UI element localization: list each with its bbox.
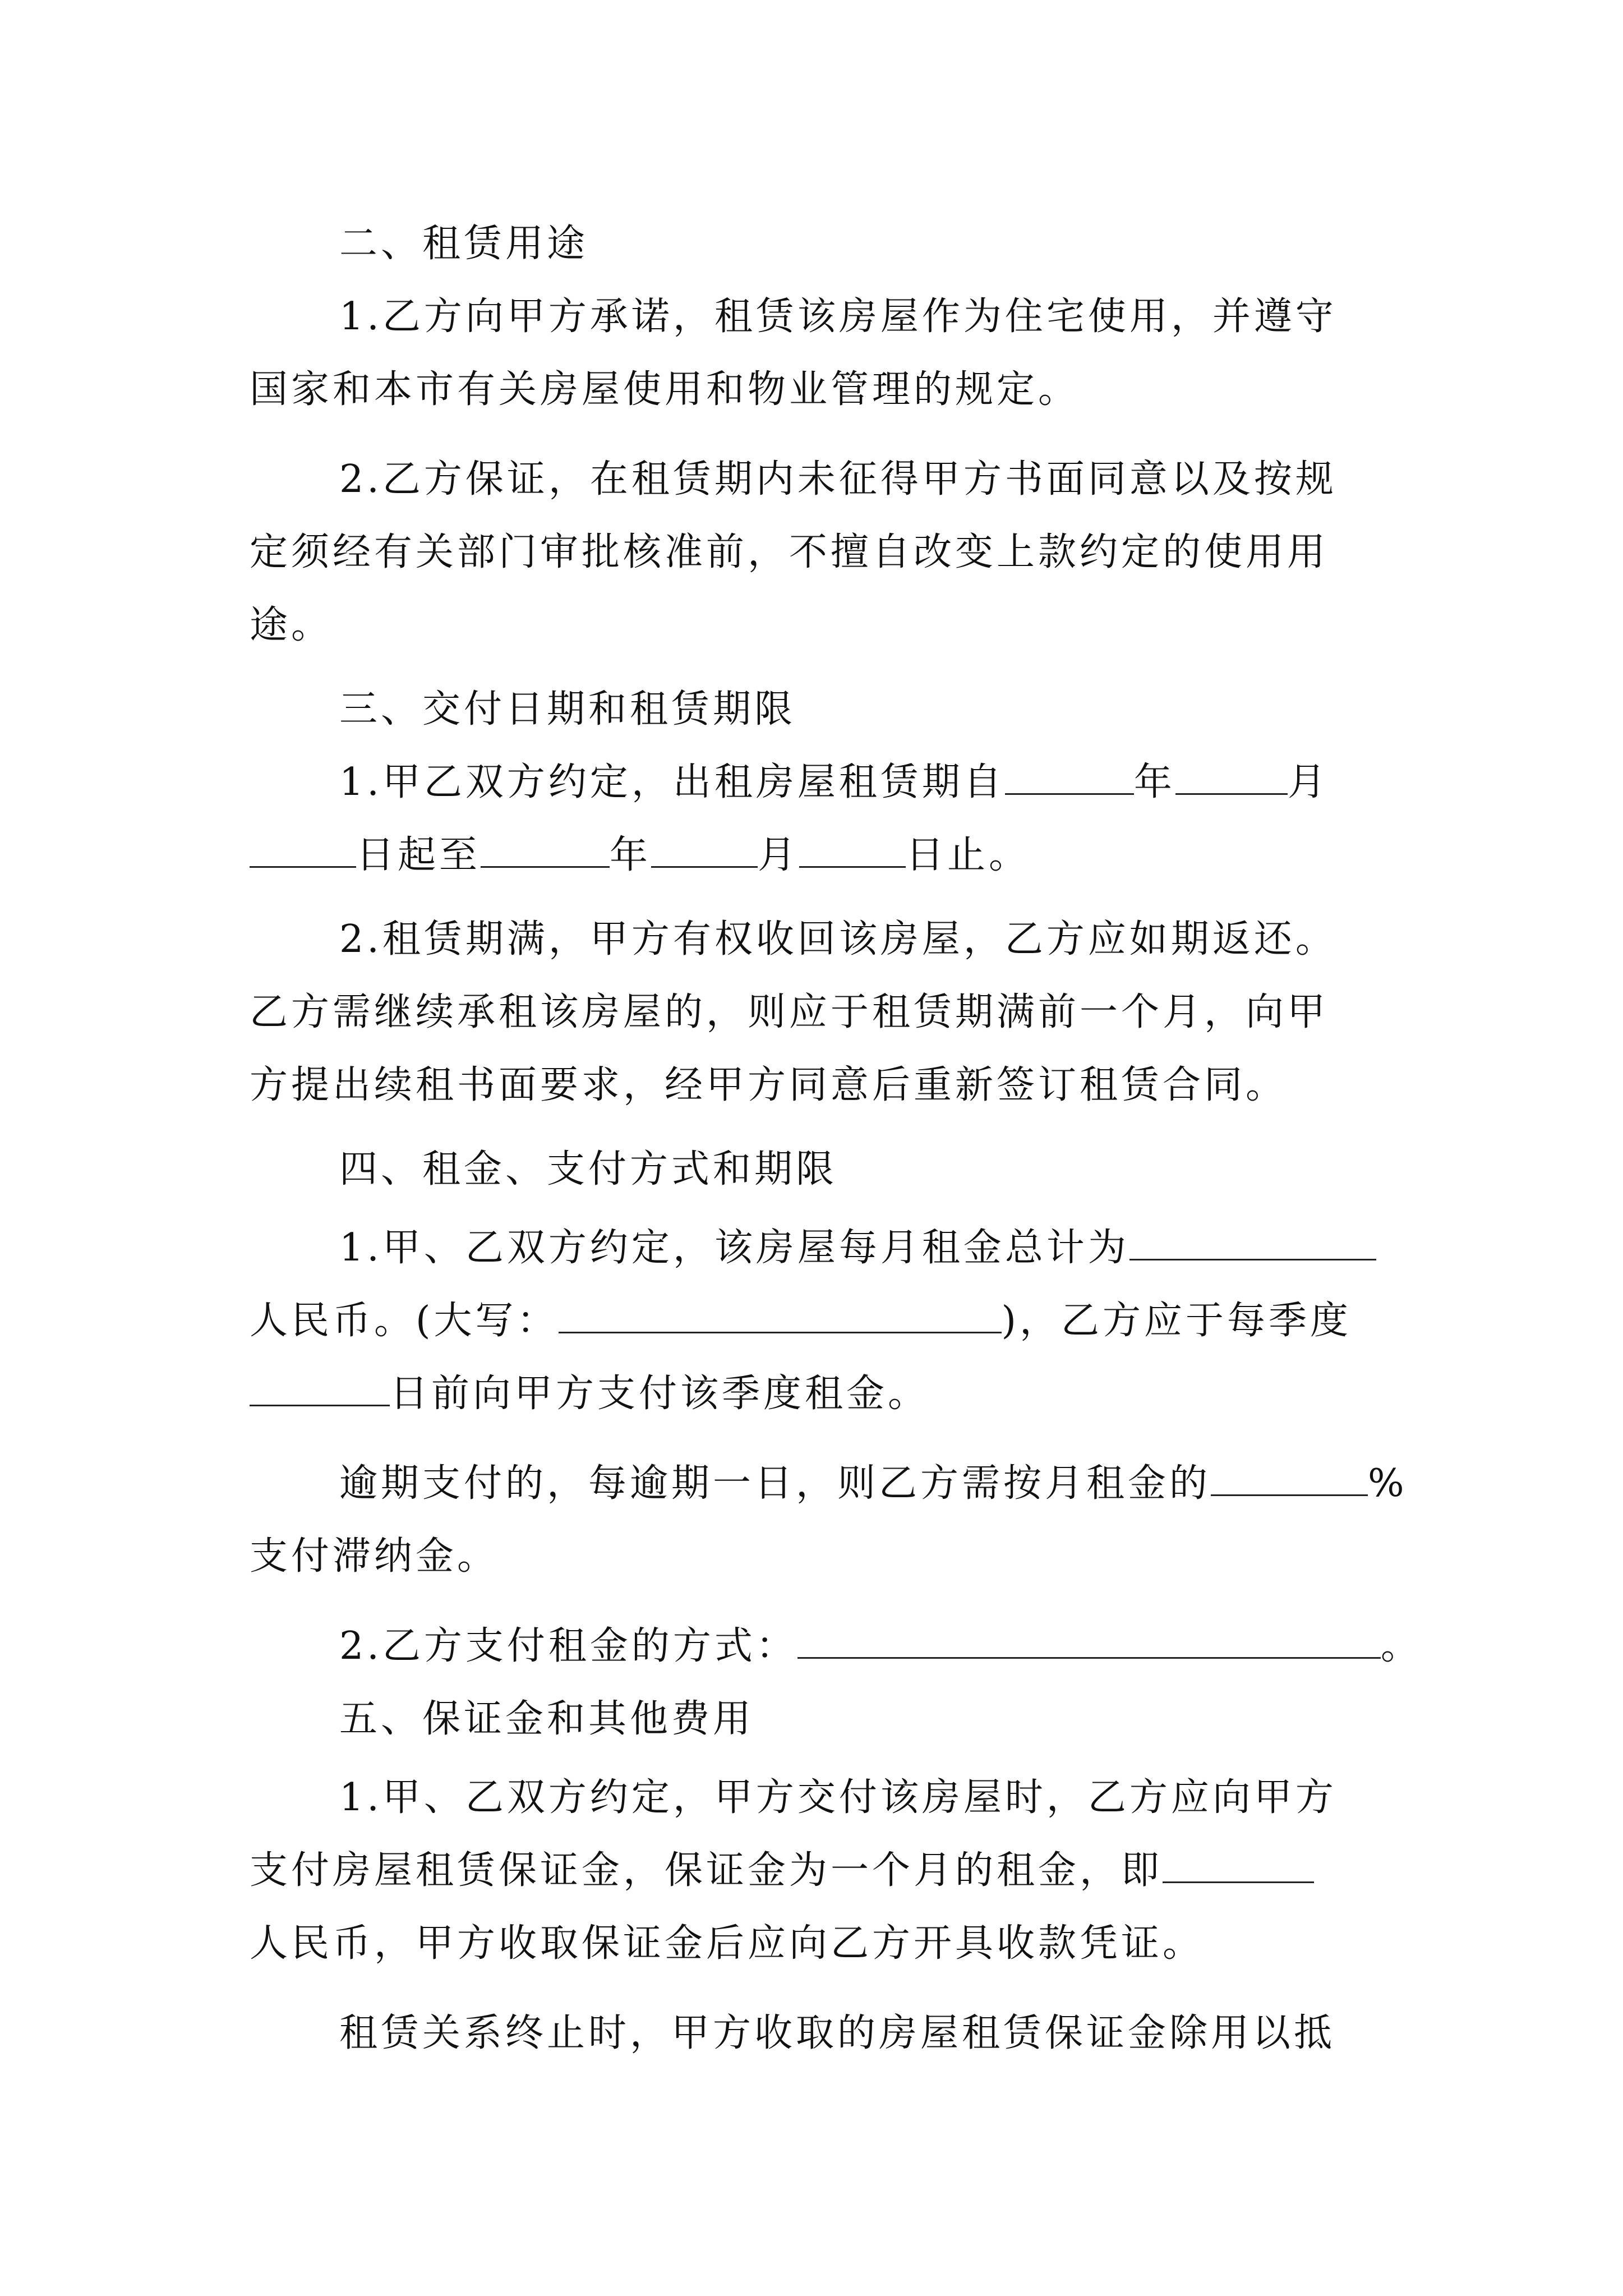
text-line <box>339 752 1388 813</box>
blank-payment-method[interactable] <box>797 1622 1381 1659</box>
text-line <box>250 1055 1388 1116</box>
paragraph-text: 2.乙方支付租金的方式： <box>339 1624 797 1668</box>
text-line <box>250 522 1388 583</box>
paragraph-text: 国家和本市有关房屋使用和物业管理的规定。 <box>250 367 1080 412</box>
text-line <box>339 1217 1388 1279</box>
percent-sign: % <box>1368 1461 1408 1506</box>
text-line <box>339 1453 1408 1515</box>
section3-title: 三、交付日期和租赁期限 <box>339 687 796 731</box>
paragraph-text: 2.乙方保证，在租赁期内未征得甲方书面同意以及按规 <box>339 457 1337 501</box>
section5-title: 五、保证金和其他费用 <box>339 1697 755 1741</box>
text-line <box>250 1363 1388 1425</box>
text-line <box>339 2003 1388 2064</box>
section3-heading <box>339 679 1388 740</box>
blank-monthly-rent[interactable] <box>1129 1224 1376 1260</box>
blank-deposit-amount[interactable] <box>1163 1847 1314 1883</box>
paragraph-text: 1.甲、乙双方约定，甲方交付该房屋时，乙方应向甲方 <box>339 1775 1337 1820</box>
text-line <box>250 825 1388 886</box>
blank-end-month[interactable] <box>651 831 758 868</box>
text-line <box>250 1290 1388 1352</box>
section2-heading <box>339 213 1388 275</box>
paragraph-text: 年 <box>610 833 652 877</box>
text-line <box>339 449 1388 510</box>
blank-start-year[interactable] <box>1005 758 1134 795</box>
paragraph-text: 支付滞纳金。 <box>250 1534 499 1579</box>
text-line <box>250 1526 1388 1588</box>
paragraph-text: 1.甲乙双方约定，出租房屋租赁期自 <box>339 760 1005 804</box>
section4-heading <box>339 1139 1388 1200</box>
blank-start-month[interactable] <box>1175 758 1288 795</box>
paragraph-text: 人民币，甲方收取保证金后应向乙方开具收款凭证。 <box>250 1921 1205 1966</box>
text-line <box>339 1767 1388 1829</box>
text-line <box>250 1913 1388 1975</box>
blank-start-day[interactable] <box>250 831 356 868</box>
paragraph-text: 租赁关系终止时，甲方收取的房屋租赁保证金除用以抵 <box>339 2011 1336 2055</box>
text-line <box>339 909 1388 970</box>
text-line <box>250 1840 1388 1902</box>
paragraph-text: )，乙方应于每季度 <box>1001 1299 1352 1343</box>
paragraph-text: 。 <box>1380 1624 1422 1668</box>
paragraph-text: 日前向甲方支付该季度租金。 <box>390 1372 930 1416</box>
text-line <box>339 286 1388 348</box>
paragraph-text: 人民币。(大写： <box>250 1299 559 1343</box>
paragraph-text: 日止。 <box>906 833 1031 877</box>
text-line <box>339 1616 1422 1677</box>
paragraph-text: 年 <box>1133 760 1175 804</box>
paragraph-text: 支付房屋租赁保证金，保证金为一个月的租金，即 <box>250 1848 1163 1893</box>
section4-title: 四、租金、支付方式和期限 <box>339 1147 838 1191</box>
section2-title: 二、租赁用途 <box>339 222 589 266</box>
paragraph-text: 乙方需继续承租该房屋的，则应于租赁期满前一个月，向甲 <box>250 990 1329 1034</box>
text-line <box>250 982 1388 1043</box>
paragraph-text: 途。 <box>250 603 333 647</box>
text-line <box>250 595 1388 656</box>
paragraph-text: 月 <box>758 833 800 877</box>
paragraph-text: 1.甲、乙双方约定，该房屋每月租金总计为 <box>339 1226 1129 1270</box>
section5-heading <box>339 1688 1388 1750</box>
blank-end-year[interactable] <box>481 831 610 868</box>
text-line <box>250 359 1388 421</box>
blank-end-day[interactable] <box>799 831 906 868</box>
paragraph-text: 2.租赁期满，甲方有权收回该房屋，乙方应如期返还。 <box>339 917 1337 961</box>
blank-rent-in-words[interactable] <box>559 1297 1002 1333</box>
paragraph-text: 1.乙方向甲方承诺，租赁该房屋作为住宅使用，并遵守 <box>339 295 1337 339</box>
paragraph-text: 日起至 <box>356 833 481 877</box>
paragraph-text: 月 <box>1287 760 1329 804</box>
paragraph-text: 定须经有关部门审批核准前，不擅自改变上款约定的使用用 <box>250 530 1329 574</box>
paragraph-text: 逾期支付的，每逾期一日，则乙方需按月租金的 <box>339 1461 1211 1506</box>
paragraph-text: 方提出续租书面要求，经甲方同意后重新签订租赁合同。 <box>250 1063 1288 1107</box>
blank-payment-day[interactable] <box>250 1370 390 1406</box>
blank-late-fee-rate[interactable] <box>1211 1460 1368 1496</box>
